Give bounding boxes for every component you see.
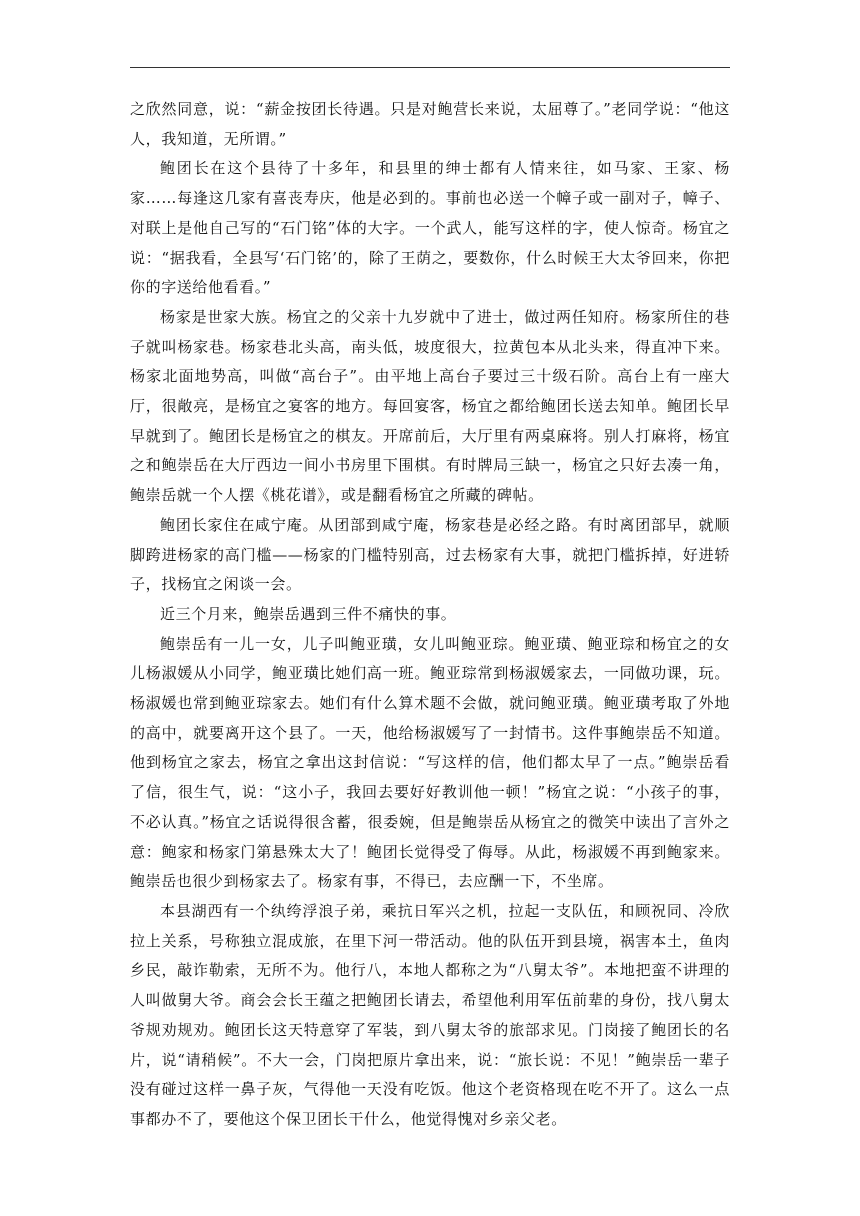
header-rule — [130, 67, 730, 68]
paragraph: 杨家是世家大族。杨宜之的父亲十九岁就中了进士，做过两任知府。杨家所住的巷子就叫杨家巷。杨家巷北头高，南头低，坡度很大，拉黄包本从北头来，得直冲下来。杨家北面地势高，叫做“高台子”。由平地上高台子要过三十级石阶。高台上有一座大厅，很敞亮，是杨宜之宴客的地方。每回宴客，杨宜之都给鲍团长送去知单。鲍团长早早就到了。鲍团长是杨宜之的棋友。开席前后，大厅里有两桌麻将。别人打麻将，杨宜之和鲍崇岳在大厅西边一间小书房里下围棋。有时牌局三缺一，杨宜之只好去凑一角，鲍崇岳就一个人摆《桃花谱》，或是翻看杨宜之所藏的碑帖。 — [130, 307, 730, 505]
article-body — [130, 95, 730, 1135]
paragraph: 近三个月来，鲍崇岳遇到三件不痛快的事。 — [160, 604, 457, 623]
paragraph: 鲍团长家住在咸宁庵。从团部到咸宁庵，杨家巷是必经之路。有时离团部早，就顺脚跨进杨家的高门槛——杨家的门槛特别高，过去杨家有大事，就把门槛拆掉，好进轿子，找杨宜之闲谈一会。 — [130, 515, 730, 594]
paragraph: 鲍崇岳有一儿一女，儿子叫鲍亚璜，女儿叫鲍亚琮。鲍亚璜、鲍亚琮和杨宜之的女儿杨淑媛从小同学，鲍亚璜比她们高一班。鲍亚琮常到杨淑媛家去，一同做功课，玩。杨淑媛也常到鲍亚琮家去。她们有什么算术题不会做，就问鲍亚璜。鲍亚璜考取了外地的高中，就要离开这个县了。一天，他给杨淑媛写了一封情书。这件事鲍崇岳不知道。他到杨宜之家去，杨宜之拿出这封信说：“写这样的信，他们都太早了一点。”鲍崇岳看了信，很生气，说：“这小子，我回去要好好教训他一顿！”杨宜之说：“小孩子的事，不必认真。”杨宜之话说得很含蓄，很委婉，但是鲍崇岳从杨宜之的微笑中读出了言外之意：鲍家和杨家门第悬殊太大了！鲍团长觉得受了侮辱。从此，杨淑媛不再到鲍家来。鲍崇岳也很少到杨家去了。杨家有事，不得已，去应酬一下，不坐席。 — [130, 634, 730, 891]
paragraph: 之欣然同意，说：“薪金按团长待遇。只是对鲍营长来说，太屈尊了。”老同学说：“他这人，我知道，无所谓。” — [130, 100, 730, 148]
paragraph: 鲍团长在这个县待了十多年，和县里的绅士都有人情来往，如马家、王家、杨家……每逢这几家有喜丧寿庆，他是必到的。事前也必送一个幛子或一副对子，幛子、对联上是他自己写的“石门铭”体的大字。一个武人，能写这样的字，使人惊奇。杨宜之说：“据我看，全县写‘石门铭’的，除了王荫之，要数你，什么时候王大太爷回来，你把你的字送给他看看。” — [130, 159, 730, 297]
paragraph: 本县湖西有一个纨绔浮浪子弟，乘抗日军兴之机，拉起一支队伍，和顾祝同、冷欣拉上关系，号称独立混成旅，在里下河一带活动。他的队伍开到县境，祸害本土，鱼肉乡民，敲诈勒索，无所不为。他行八，本地人都称之为“八舅太爷”。本地把蛮不讲理的人叫做舅大爷。商会会长王蕴之把鲍团长请去，希望他利用军伍前辈的身份，找八舅太爷规劝规劝。鲍团长这天特意穿了军装，到八舅太爷的旅部求见。门岗接了鲍团长的名片，说“请稍候”。不大一会，门岗把原片拿出来，说：“旅长说：不见！”鲍崇岳一辈子没有碰过这样一鼻子灰，气得他一天没有吃饭。他这个老资格现在吃不开了。这么一点事都办不了，要他这个保卫团长干什么，他觉得愧对乡亲父老。 — [130, 901, 730, 1128]
